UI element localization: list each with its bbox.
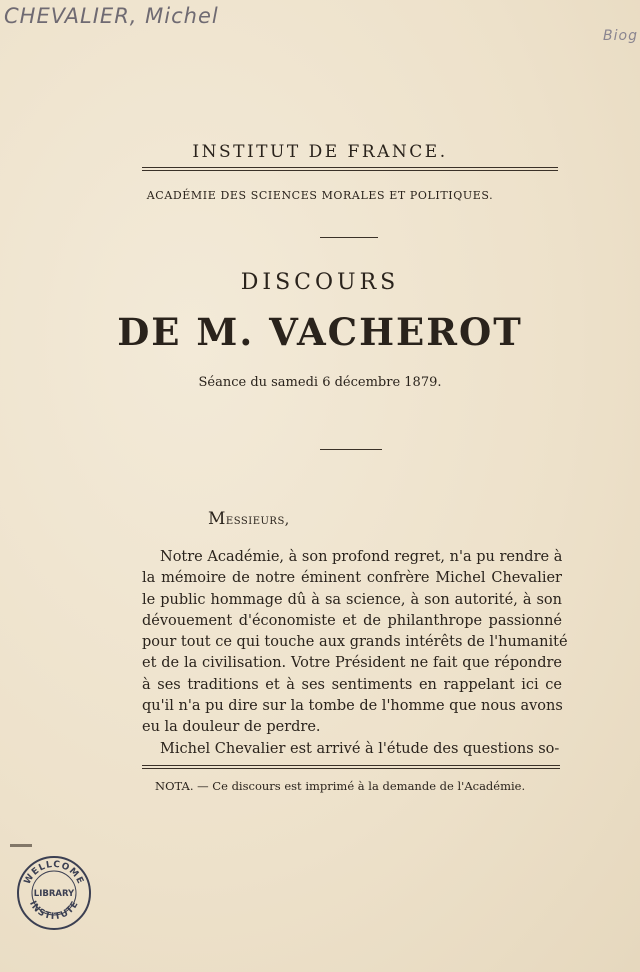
body-line: qu'il n'a pu dire sur la tombe de l'homme que nous avons bbox=[142, 698, 563, 715]
body-line: Notre Académie, à son profond regret, n'a pu rendre à bbox=[160, 549, 563, 565]
footnote: NOTA. — Ce discours est imprimé à la demande de l'Académie. bbox=[155, 779, 526, 793]
footnote-rule-thin bbox=[142, 768, 560, 769]
body-line: eu la douleur de perdre. bbox=[142, 719, 321, 736]
session-date: Séance du samedi 6 décembre 1879. bbox=[198, 375, 442, 390]
body-line: le public hommage dû à sa science, à son autorité, à son bbox=[142, 591, 562, 608]
body-line: pour tout ce qui touche aux grands intérêts de l'humanité bbox=[142, 634, 568, 651]
stamp-center-text: LIBRARY bbox=[33, 889, 75, 899]
document-title: DISCOURS bbox=[240, 270, 400, 295]
short-divider bbox=[320, 237, 378, 238]
body-line: Michel Chevalier est arrivé à l'étude des questions so- bbox=[160, 740, 560, 757]
header-rule-thin bbox=[142, 170, 558, 171]
library-stamp bbox=[16, 855, 92, 931]
academy-heading: ACADÉMIE DES SCIENCES MORALES ET POLITIQUES. bbox=[146, 189, 494, 202]
footnote-rule bbox=[142, 765, 560, 766]
svg-text:INSTITUTE bbox=[27, 899, 81, 922]
short-divider bbox=[320, 449, 382, 450]
institution-heading: INSTITUT DE FRANCE. bbox=[192, 142, 448, 162]
body-line: dévouement d'économiste et de philanthrope passionné bbox=[142, 612, 562, 629]
body-line: et de la civilisation. Votre Président ne fait que répondre bbox=[142, 655, 562, 672]
salutation: Messieurs, bbox=[208, 509, 290, 529]
document-author-title: DE M. VACHEROT bbox=[117, 310, 523, 354]
body-line: la mémoire de notre éminent confrère Michel Chevalier bbox=[142, 570, 562, 587]
body-text bbox=[142, 547, 568, 760]
header-rule bbox=[142, 167, 558, 168]
handwritten-classification-note: Biog bbox=[603, 28, 638, 44]
stamp-top-text: WELLCOME bbox=[22, 859, 86, 887]
stamp-bottom-text: INSTITUTE bbox=[27, 899, 82, 923]
ink-mark bbox=[10, 844, 32, 847]
body-line: à ses traditions et à ses sentiments en rappelant ici ce bbox=[142, 676, 562, 693]
handwritten-catalog-note: CHEVALIER, Michel bbox=[4, 4, 219, 28]
